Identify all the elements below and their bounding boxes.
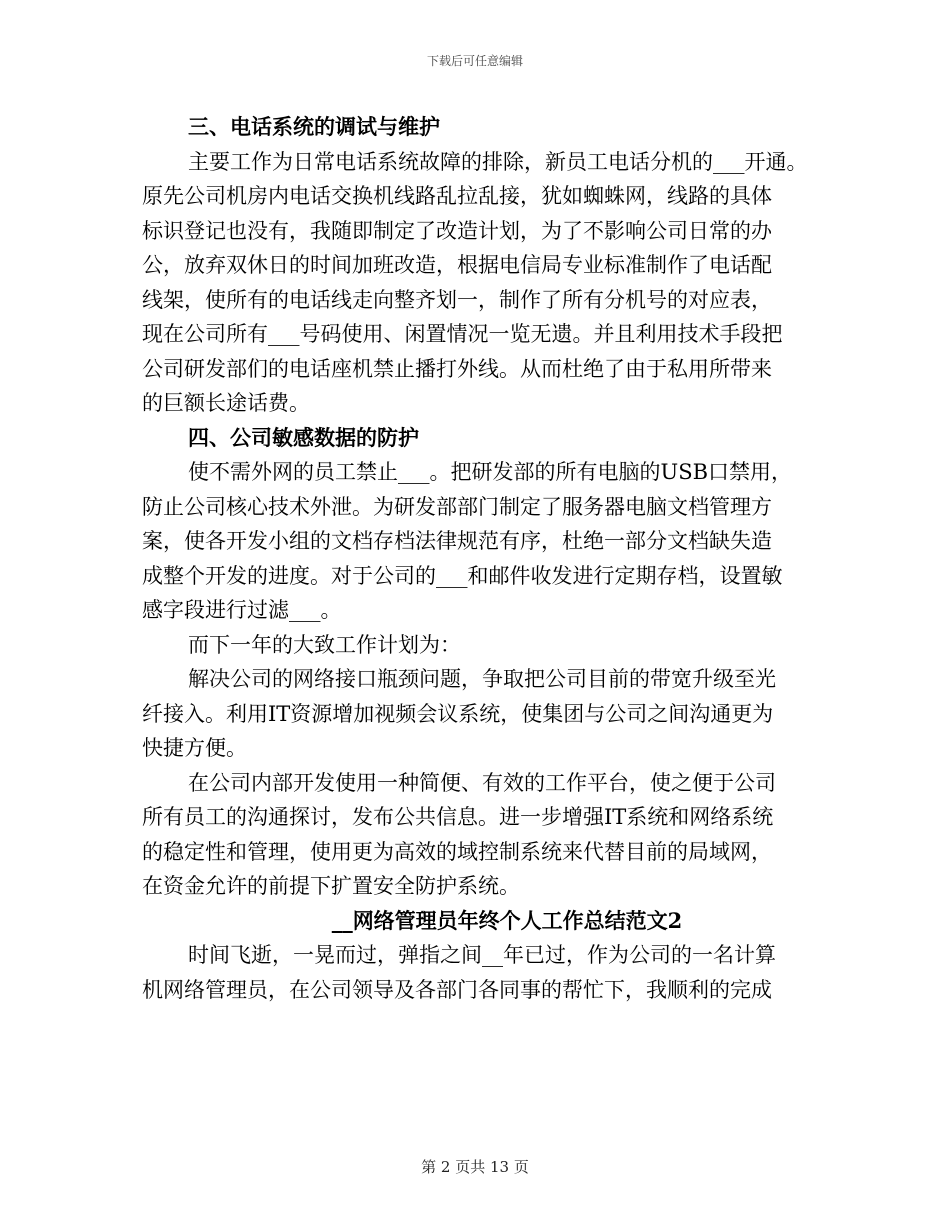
text-line: 案，使各开发小组的文档存档法律规范有序，杜绝一部分文档缺失造	[142, 529, 772, 553]
text-line: 线架，使所有的电话线走向整齐划一，制作了所有分机号的对应表，	[142, 287, 772, 312]
text-line: 感字段进行过滤___。	[142, 598, 342, 622]
text-line: 快捷方便。	[142, 736, 247, 760]
document-body	[142, 110, 832, 1007]
text-line: 公，放弃双休日的时间加班改造，根据电信局专业标准制作了电话配	[142, 253, 772, 277]
text-line: 现在公司所有___号码使用、闲置情况一览无遗。并且利用技术手段把	[142, 322, 783, 346]
text-line: 所有员工的沟通探讨，发布公共信息。进一步增强IT系统和网络系统	[142, 805, 774, 829]
text-line: 解决公司的网络接口瓶颈问题，争取把公司目前的带宽升级至光	[188, 667, 776, 691]
text-line: 成整个开发的进度。对于公司的___和邮件收发进行定期存档，设置敏	[142, 563, 783, 588]
text-line: 使不需外网的员工禁止___。把研发部的所有电脑的USB口禁用，	[188, 460, 793, 484]
page-footer: 第 2 页共 13 页	[421, 1158, 529, 1176]
text-line: 纤接入。利用IT资源增加视频会议系统，使集团与公司之间沟通更为	[142, 701, 774, 726]
text-line: 机网络管理员，在公司领导及各部门各同事的帮忙下，我顺利的完成	[142, 977, 772, 1002]
text-line: 在资金允许的前提下扩置安全防护系统。	[142, 874, 520, 898]
section-heading: 四、公司敏感数据的防护	[188, 424, 419, 450]
document-title: __网络管理员年终个人工作总结范文2	[331, 907, 683, 933]
text-line: 标识登记也没有，我随即制定了改造计划，为了不影响公司日常的办	[142, 218, 772, 243]
text-line: 原先公司机房内电话交换机线路乱拉乱接，犹如蜘蛛网，线路的具体	[142, 184, 772, 208]
text-line: 的稳定性和管理，使用更为高效的域控制系统来代替目前的局域网，	[142, 839, 772, 864]
text-line: 防止公司核心技术外泄。为研发部部门制定了服务器电脑文档管理方	[142, 494, 772, 519]
text-line: 公司研发部们的电话座机禁止播打外线。从而杜绝了由于私用所带来	[142, 356, 772, 381]
text-line: 在公司内部开发使用一种简便、有效的工作平台，使之便于公司	[188, 770, 776, 795]
text-line: 而下一年的大致工作计划为：	[188, 632, 461, 657]
page-header: 下载后可任意编辑	[426, 54, 523, 68]
text-line: 时间飞逝，一晃而过，弹指之间__年已过，作为公司的一名计算	[188, 943, 776, 967]
section-heading: 三、电话系统的调试与维护	[188, 114, 440, 139]
text-line: 的巨额长途话费。	[142, 391, 310, 415]
text-line: 主要工作为日常电话系统故障的排除，新员工电话分机的___开通。	[188, 149, 808, 174]
